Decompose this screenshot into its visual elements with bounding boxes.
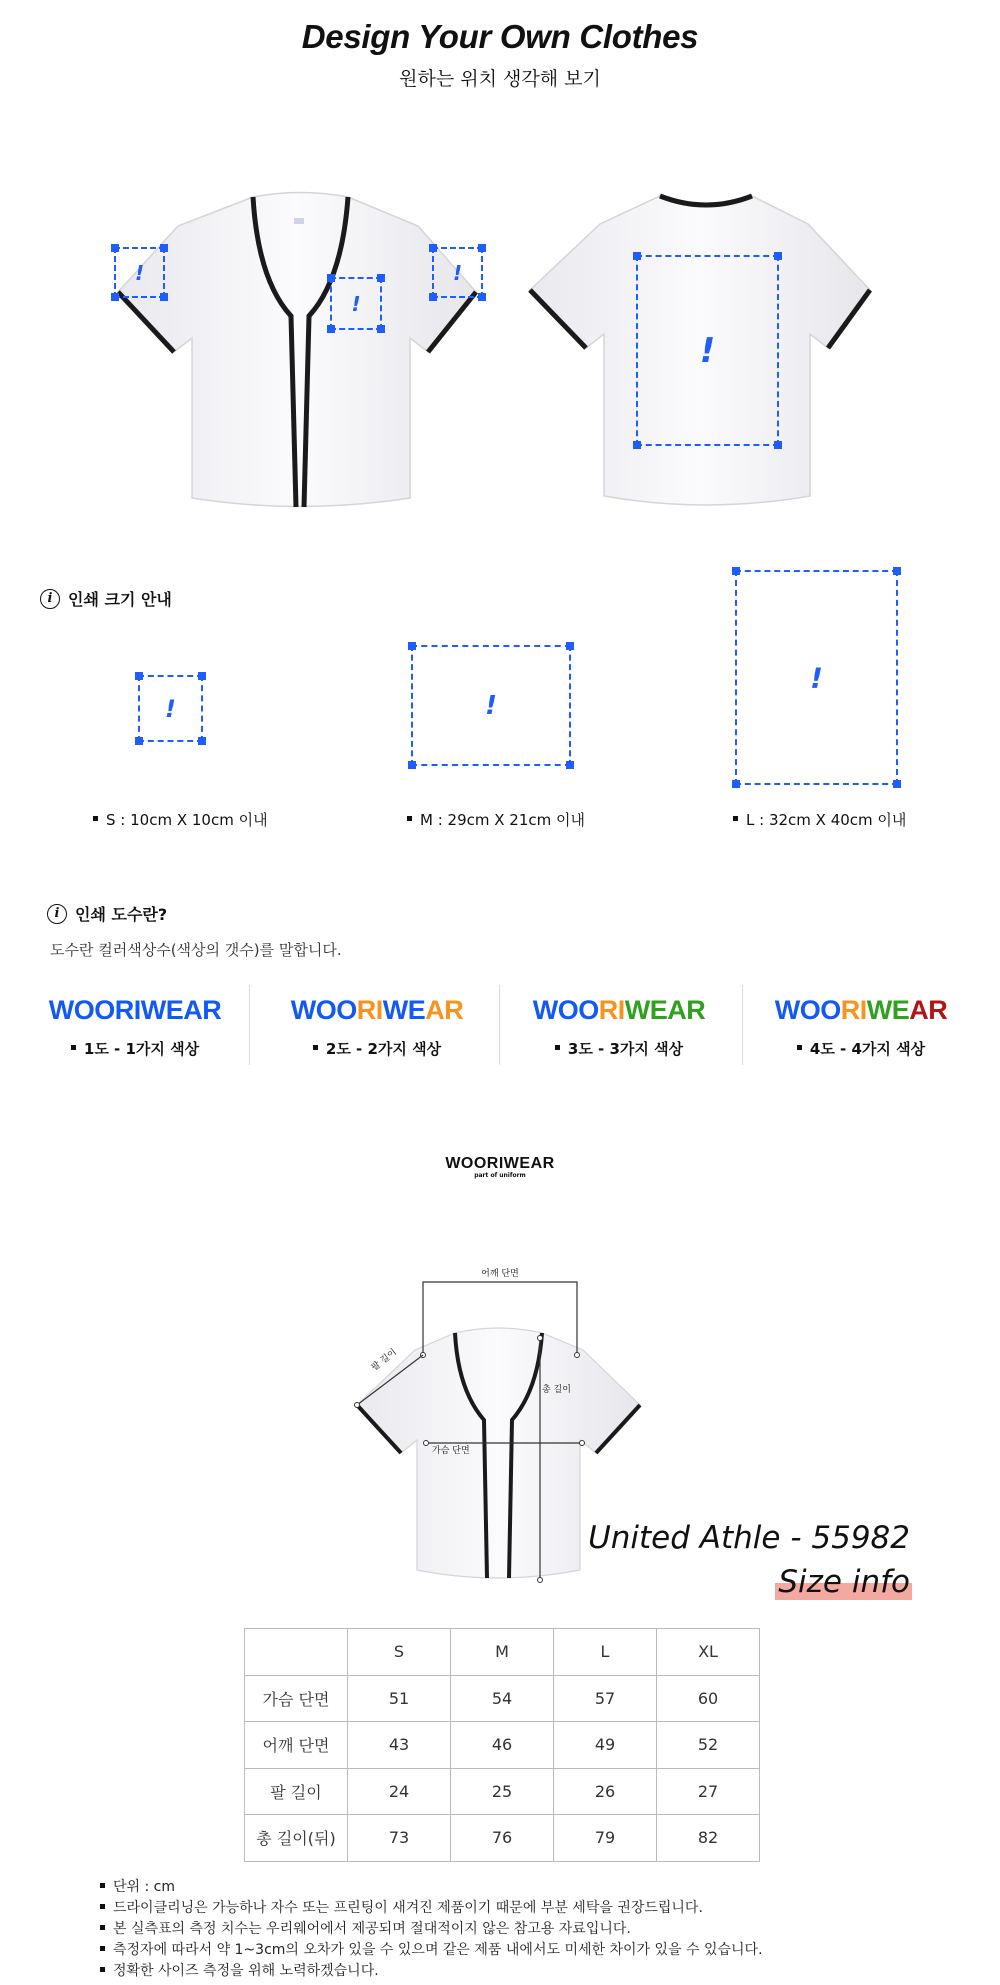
notes-list bbox=[100, 1877, 763, 1982]
brand-logo: WOORIWEAR bbox=[48, 995, 222, 1025]
color-option-caption: 3도 - 3가지 색상 bbox=[499, 1038, 739, 1059]
table-cell: 73 bbox=[348, 1815, 451, 1862]
row-label: 가슴 단면 bbox=[245, 1675, 348, 1722]
print-size-box-s bbox=[138, 675, 203, 742]
info-icon: i bbox=[40, 589, 60, 609]
list-item: 본 실측표의 측정 치수는 우리웨어에서 제공되며 절대적이지 않은 참고용 자료입니다. bbox=[100, 1919, 763, 1940]
table-cell: 51 bbox=[348, 1675, 451, 1722]
header-cell: M bbox=[451, 1629, 554, 1676]
list-item: 드라이클리닝은 가능하나 자수 또는 프린팅이 새겨진 제품이기 때문에 부분 세탁을 권장드립니다. bbox=[100, 1898, 763, 1919]
shoulder-label: 어깨 단면 bbox=[481, 1269, 519, 1279]
table-cell: 82 bbox=[657, 1815, 760, 1862]
page-title: Design Your Own Clothes bbox=[301, 18, 699, 55]
table-cell: 26 bbox=[554, 1768, 657, 1815]
placement-left-sleeve[interactable] bbox=[114, 247, 165, 298]
size-info-title: Size info bbox=[778, 1564, 910, 1600]
placement-mark: ! bbox=[134, 260, 145, 285]
placement-mark: ! bbox=[351, 291, 361, 316]
table-cell: 57 bbox=[554, 1675, 657, 1722]
shirt-views bbox=[0, 180, 1000, 520]
placement-chest-pocket[interactable] bbox=[330, 277, 382, 330]
header-cell: L bbox=[554, 1629, 657, 1676]
table-cell: 46 bbox=[451, 1722, 554, 1769]
chest-label: 가슴 단면 bbox=[432, 1446, 470, 1456]
color-option-3[interactable] bbox=[499, 985, 739, 1065]
header-cell bbox=[245, 1629, 348, 1676]
print-size-heading-text: 인쇄 크기 안내 bbox=[68, 590, 172, 609]
print-size-heading bbox=[40, 587, 172, 610]
placement-mark: ! bbox=[485, 690, 497, 721]
placement-mark: ! bbox=[452, 260, 463, 285]
table-cell: 79 bbox=[554, 1815, 657, 1862]
placement-mark: ! bbox=[699, 330, 716, 371]
color-option-4[interactable] bbox=[741, 985, 981, 1065]
row-label: 총 길이(뒤) bbox=[245, 1815, 348, 1862]
table-cell: 52 bbox=[657, 1722, 760, 1769]
divider bbox=[249, 985, 250, 1065]
info-icon: i bbox=[47, 904, 67, 924]
brand-tagline: part of uniform bbox=[474, 1172, 526, 1179]
header-cell: S bbox=[348, 1629, 451, 1676]
list-item: 측정자에 따라서 약 1~3cm의 오차가 있을 수 있으며 같은 제품 내에서도 미세한 차이가 있을 수 있습니다. bbox=[100, 1940, 763, 1961]
color-option-caption: 2도 - 2가지 색상 bbox=[257, 1038, 497, 1059]
brand-logo: WOORIWEAR bbox=[290, 995, 464, 1025]
print-size-label-m: M : 29cm X 21cm 이내 bbox=[407, 809, 585, 830]
print-colors-heading-text: 인쇄 도수란? bbox=[75, 905, 168, 924]
table-cell: 24 bbox=[348, 1768, 451, 1815]
color-option-caption: 1도 - 1가지 색상 bbox=[15, 1038, 255, 1059]
product-model: United Athle - 55982 bbox=[588, 1520, 910, 1556]
table-cell: 25 bbox=[451, 1768, 554, 1815]
placement-mark: ! bbox=[165, 694, 176, 723]
brand-name: WOORIWEAR bbox=[445, 1155, 555, 1172]
color-option-caption: 4도 - 4가지 색상 bbox=[741, 1038, 981, 1059]
size-table-header bbox=[245, 1629, 760, 1676]
table-row bbox=[245, 1722, 760, 1769]
front-shirt bbox=[118, 193, 476, 508]
print-size-box-l bbox=[735, 570, 898, 785]
list-item: 단위 : cm bbox=[100, 1877, 763, 1898]
table-cell: 54 bbox=[451, 1675, 554, 1722]
table-cell: 43 bbox=[348, 1722, 451, 1769]
header-cell: XL bbox=[657, 1629, 760, 1676]
placement-mark: ! bbox=[810, 661, 823, 694]
placement-right-sleeve[interactable] bbox=[432, 247, 483, 298]
print-size-box-m bbox=[411, 645, 571, 766]
color-option-2[interactable] bbox=[257, 985, 497, 1065]
page-subtitle: 원하는 위치 생각해 보기 bbox=[399, 68, 601, 90]
table-cell: 49 bbox=[554, 1722, 657, 1769]
color-option-1[interactable] bbox=[15, 985, 255, 1065]
brand-block bbox=[0, 1155, 1000, 1179]
table-cell: 27 bbox=[657, 1768, 760, 1815]
print-size-label-l: L : 32cm X 40cm 이내 bbox=[733, 809, 906, 830]
row-label: 팔 길이 bbox=[245, 1768, 348, 1815]
placement-back[interactable] bbox=[636, 255, 779, 446]
row-label: 어깨 단면 bbox=[245, 1722, 348, 1769]
brand-logo: WOORIWEAR bbox=[774, 995, 948, 1025]
brand-logo: WOORIWEAR bbox=[532, 995, 706, 1025]
table-row bbox=[245, 1768, 760, 1815]
print-colors-heading bbox=[47, 902, 167, 925]
table-cell: 76 bbox=[451, 1815, 554, 1862]
table-cell: 60 bbox=[657, 1675, 760, 1722]
size-table bbox=[244, 1628, 760, 1862]
total-length-label: 총 길이 bbox=[542, 1385, 571, 1395]
print-size-label-s: S : 10cm X 10cm 이내 bbox=[93, 809, 268, 830]
table-row bbox=[245, 1815, 760, 1862]
print-colors-description: 도수란 컬러색상수(색상의 갯수)를 말합니다. bbox=[50, 941, 342, 959]
sleeve-label: 팔 길이 bbox=[369, 1347, 399, 1374]
table-row bbox=[245, 1675, 760, 1722]
list-item: 정확한 사이즈 측정을 위해 노력하겠습니다. bbox=[100, 1961, 763, 1982]
